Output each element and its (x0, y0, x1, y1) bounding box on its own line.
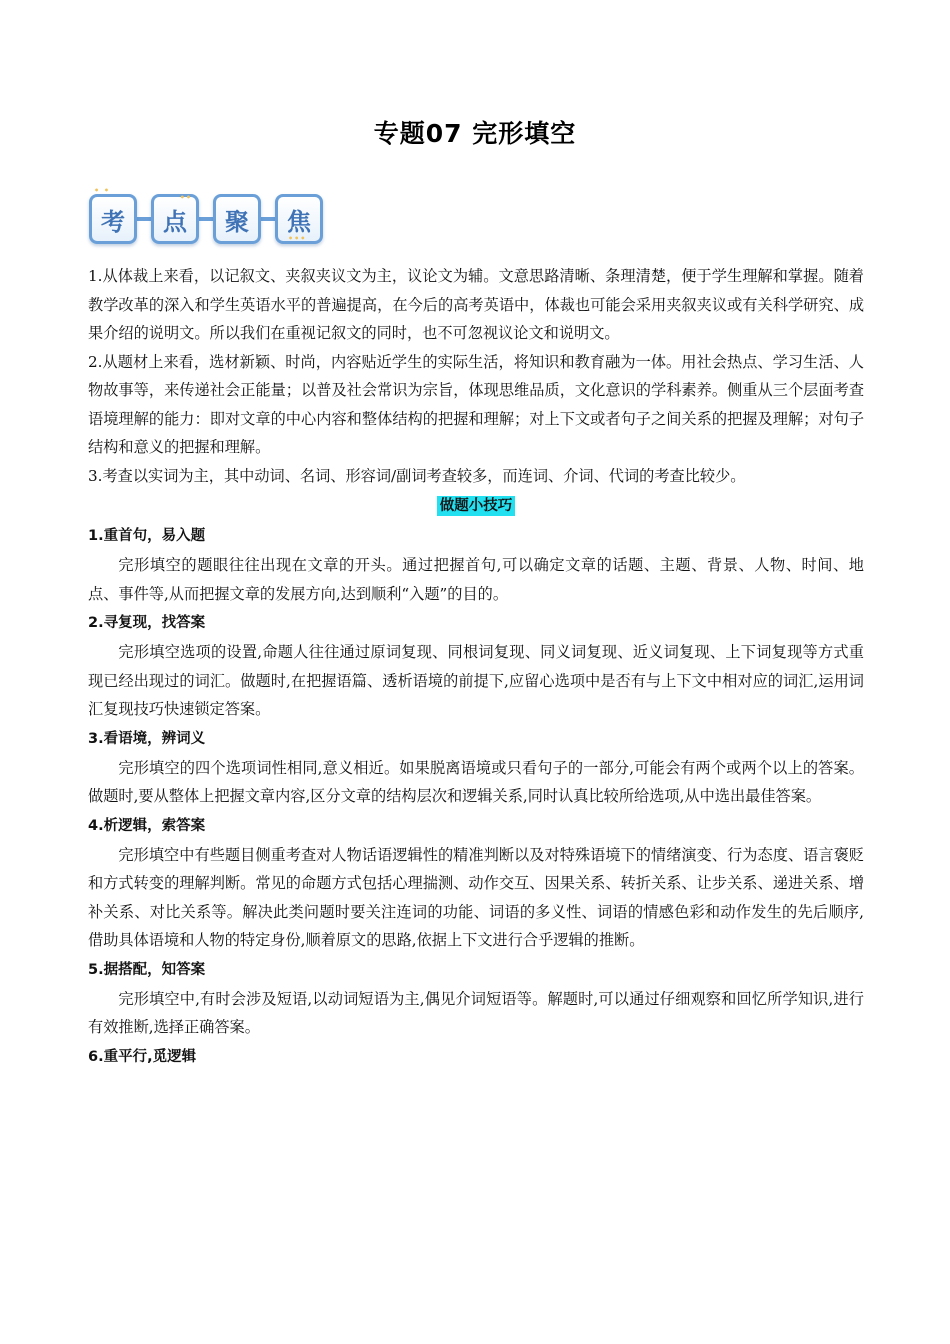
section-text: 完形填空中有些题目侧重考查对人物话语逻辑性的精准判断以及对特殊语境下的情绪演变、行为态度、语言褒贬和方式转变的理解判断。常见的命题方式包括心理揣测、动作交互、因果关系、转折关系、让步关系、递进关系、增补关系、对比关系等。解决此类问题时要关注连词的功能、词语的多义性、词语的情感色彩和动作发生的先后顺序,借助具体语境和人物的特定身份,顺着原文的思路,依据上下文进行合乎逻辑的推断。 (88, 845, 864, 949)
banner-char: 考 (101, 207, 125, 236)
intro-paragraph: 2.从题材上来看，选材新颖、时尚，内容贴近学生的实际生活，将知识和教育融为一体。用社会热点、学习生活、人物故事等，来传递社会正能量；以普及社会常识为宗旨，体现思维品质，文化意识的学科素养。侧重从三个层面考查语境理解的能力：即对文章的中心内容和整体结构的把握和理解；对上下文或者句子之间关系的把握及理解；对句子结构和意义的把握和理解。 (88, 352, 864, 456)
page-title: 专题07 完形填空 (373, 119, 577, 148)
banner-connector (261, 217, 275, 221)
intro-paragraph: 1.从体裁上来看，以记叙文、夹叙夹议文为主，议论文为辅。文意思路清晰、条理清楚，便于学生理解和掌握。随着教学改革的深入和学生英语水平的普遍提高，在今后的高考英语中，体裁也可能会采用夹叙夹议或有关科学研究、成果介绍的说明文。所以我们在重视记叙文的同时，也不可忽视议论文和说明文。 (88, 267, 864, 342)
banner-connector (199, 217, 213, 221)
banner-tile (151, 194, 199, 244)
section-heading: 2.寻复现，找答案 (88, 615, 206, 631)
banner-tile (275, 194, 323, 244)
tips-label: 做题小技巧 (437, 496, 516, 516)
banner-connector (137, 217, 151, 221)
tips-heading (88, 490, 864, 521)
section-banner (89, 186, 323, 248)
banner-tile (213, 194, 261, 244)
sparkle-icon: •• (179, 193, 192, 202)
section-text: 完形填空的四个选项词性相同,意义相近。如果脱离语境或只看句子的一部分,可能会有两个或两个以上的答案。做题时,要从整体上把握文章内容,区分文章的结构层次和逻辑关系,同时认真比较所给选项,从中选出最佳答案。 (88, 758, 864, 805)
section-heading: 1.重首句，易入题 (88, 528, 206, 544)
section-heading: 4.析逻辑，索答案 (88, 817, 206, 834)
section-text: 完形填空中,有时会涉及短语,以动词短语为主,偶见介词短语等。解题时,可以通过仔细观察和回忆所学知识,进行有效推断,选择正确答案。 (88, 989, 864, 1036)
sparkle-icon: ••• (288, 234, 307, 243)
section-text: 完形填空选项的设置,命题人往往通过原词复现、同根词复现、同义词复现、近义词复现、上下词复现等方式重现已经出现过的词汇。做题时,在把握语篇、透析语境的前提下,应留心选项中是否有与上下文中相对应的词汇,运用词汇复现技巧快速锁定答案。 (88, 643, 864, 718)
sparkle-icon: • • (94, 186, 111, 195)
section-heading: 5.据搭配，知答案 (88, 961, 206, 978)
banner-char: 点 (163, 207, 187, 236)
banner-tile (89, 186, 137, 244)
banner-char: 聚 (225, 207, 249, 236)
main-content (88, 262, 864, 1072)
banner-char: 焦 (287, 207, 311, 236)
section-text: 完形填空的题眼往往出现在文章的开头。通过把握首句,可以确定文章的话题、主题、背景、人物、时间、地点、事件等,从而把握文章的发展方向,达到顺利“入题”的目的。 (88, 556, 864, 603)
section-heading: 6.重平行,觅逻辑 (88, 1048, 197, 1065)
section-heading: 3.看语境，辨词义 (88, 730, 206, 747)
intro-paragraph: 3.考查以实词为主，其中动词、名词、形容词/副词考查较多，而连词、介词、代词的考查比较少。 (88, 466, 746, 485)
